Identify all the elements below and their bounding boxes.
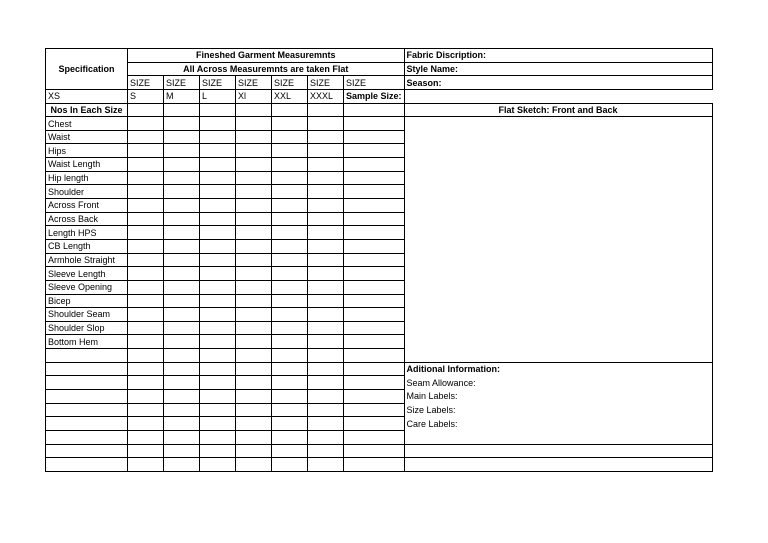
measurement-value-cell[interactable] (164, 308, 200, 322)
measurement-value-cell[interactable] (128, 117, 164, 131)
flat-sketch-area (404, 294, 712, 308)
measurement-value-cell[interactable] (128, 212, 164, 226)
measurement-value-cell[interactable] (128, 458, 164, 472)
size-xs-cell: XS (46, 89, 128, 103)
blank-row-cell[interactable] (404, 458, 712, 472)
measurement-value-cell[interactable] (308, 171, 344, 185)
measurement-value-cell[interactable] (128, 335, 164, 349)
measurement-value-cell[interactable] (308, 253, 344, 267)
flat-sketch-area (404, 226, 712, 240)
measurement-label: Waist Length (46, 158, 128, 172)
measurement-value-cell[interactable] (344, 130, 405, 144)
measurement-value-cell[interactable] (344, 390, 405, 404)
measurement-label: Hips (46, 144, 128, 158)
measurement-value-cell[interactable] (164, 212, 200, 226)
additional-info-field[interactable]: Size Labels: (404, 403, 712, 417)
size-xxxl-cell: XXXL (308, 89, 344, 103)
measurement-value-cell[interactable] (236, 226, 272, 240)
measurement-value-cell[interactable] (128, 226, 164, 240)
table-row (46, 280, 713, 294)
measurement-value-cell[interactable] (344, 362, 405, 376)
nos-cell[interactable] (236, 103, 272, 117)
measurement-value-cell[interactable] (236, 130, 272, 144)
measurement-value-cell[interactable] (164, 294, 200, 308)
empty-label-cell[interactable] (46, 458, 128, 472)
measurement-label: Shoulder Seam (46, 308, 128, 322)
measurement-label: Bottom Hem (46, 335, 128, 349)
blank-row-cell[interactable] (404, 444, 712, 458)
measurement-value-cell[interactable] (236, 444, 272, 458)
measurement-value-cell[interactable] (344, 349, 405, 363)
table-row (46, 185, 713, 199)
measurement-value-cell[interactable] (344, 158, 405, 172)
flat-sketch-area (404, 212, 712, 226)
measurement-value-cell[interactable] (128, 430, 164, 444)
measurement-value-cell[interactable] (344, 253, 405, 267)
additional-info-title: Aditional Information: (404, 362, 712, 376)
measurement-label: Armhole Straight (46, 253, 128, 267)
table-row (46, 349, 713, 363)
measurement-label: Sleeve Opening (46, 280, 128, 294)
measurement-value-cell[interactable] (272, 308, 308, 322)
flat-sketch-area (404, 199, 712, 213)
additional-info-field[interactable]: Seam Allowance: (404, 376, 712, 390)
measurement-value-cell[interactable] (308, 185, 344, 199)
measurement-label: Shoulder Slop (46, 321, 128, 335)
measurement-value-cell[interactable] (164, 267, 200, 281)
size-word-cell: SIZE (128, 76, 164, 90)
measurement-value-cell[interactable] (200, 321, 236, 335)
measurement-value-cell[interactable] (164, 335, 200, 349)
measurement-value-cell[interactable] (308, 430, 344, 444)
measurement-value-cell[interactable] (128, 308, 164, 322)
nos-cell[interactable] (164, 103, 200, 117)
empty-label-cell[interactable] (46, 417, 128, 431)
empty-label-cell[interactable] (46, 403, 128, 417)
measurement-label: Chest (46, 117, 128, 131)
size-xxl-cell: XXL (272, 89, 308, 103)
table-row (46, 253, 713, 267)
flat-sketch-area (404, 321, 712, 335)
measurement-value-cell[interactable] (344, 458, 405, 472)
table-row (46, 390, 713, 404)
measurement-value-cell[interactable] (272, 335, 308, 349)
measurement-value-cell[interactable] (236, 430, 272, 444)
measurement-value-cell[interactable] (236, 362, 272, 376)
measurement-value-cell[interactable] (200, 294, 236, 308)
measurement-label: Hip length (46, 171, 128, 185)
table-row (46, 417, 713, 431)
style-name-field[interactable]: Style Name: (404, 62, 712, 76)
measurement-value-cell[interactable] (236, 199, 272, 213)
measurement-value-cell[interactable] (272, 362, 308, 376)
empty-label-cell[interactable] (46, 390, 128, 404)
nos-cell[interactable] (200, 103, 236, 117)
measurement-value-cell[interactable] (308, 376, 344, 390)
measurement-value-cell[interactable] (128, 417, 164, 431)
flat-sketch-area (404, 117, 712, 131)
measurement-label: Waist (46, 130, 128, 144)
measurement-value-cell[interactable] (164, 199, 200, 213)
table-row (46, 362, 713, 376)
measurement-value-cell[interactable] (164, 390, 200, 404)
measurement-value-cell[interactable] (128, 185, 164, 199)
measurement-value-cell[interactable] (236, 280, 272, 294)
measurement-value-cell[interactable] (164, 458, 200, 472)
additional-info-field[interactable]: Main Labels: (404, 390, 712, 404)
measurement-value-cell[interactable] (272, 253, 308, 267)
measurement-value-cell[interactable] (200, 158, 236, 172)
measurement-value-cell[interactable] (200, 376, 236, 390)
table-row (46, 458, 713, 472)
measurement-value-cell[interactable] (200, 239, 236, 253)
size-word-cell: SIZE (308, 76, 344, 90)
measurement-value-cell[interactable] (236, 253, 272, 267)
measurement-value-cell[interactable] (164, 226, 200, 240)
measurement-value-cell[interactable] (200, 458, 236, 472)
measurement-value-cell[interactable] (236, 349, 272, 363)
measurement-value-cell[interactable] (164, 321, 200, 335)
measurement-value-cell[interactable] (344, 226, 405, 240)
spec-sheet-table (45, 48, 713, 472)
measurement-value-cell[interactable] (308, 349, 344, 363)
table-row (46, 267, 713, 281)
measurement-value-cell[interactable] (344, 430, 405, 444)
measurement-value-cell[interactable] (308, 212, 344, 226)
measurement-value-cell[interactable] (164, 171, 200, 185)
measurement-value-cell[interactable] (200, 349, 236, 363)
measurement-value-cell[interactable] (272, 458, 308, 472)
table-row (46, 308, 713, 322)
measurement-value-cell[interactable] (164, 430, 200, 444)
measurement-value-cell[interactable] (236, 335, 272, 349)
measurement-value-cell[interactable] (344, 308, 405, 322)
measurement-value-cell[interactable] (344, 376, 405, 390)
measurement-label: Across Back (46, 212, 128, 226)
measurement-value-cell[interactable] (308, 417, 344, 431)
size-xl-cell: Xl (236, 89, 272, 103)
measurement-value-cell[interactable] (200, 185, 236, 199)
measurement-value-cell[interactable] (272, 417, 308, 431)
empty-label-cell[interactable] (46, 362, 128, 376)
measurement-value-cell[interactable] (200, 144, 236, 158)
measurement-value-cell[interactable] (344, 212, 405, 226)
measurement-value-cell[interactable] (200, 390, 236, 404)
measurement-value-cell[interactable] (164, 239, 200, 253)
measurement-value-cell[interactable] (344, 267, 405, 281)
measurement-value-cell[interactable] (200, 430, 236, 444)
measurement-value-cell[interactable] (128, 321, 164, 335)
measurement-value-cell[interactable] (308, 267, 344, 281)
measurement-value-cell[interactable] (128, 376, 164, 390)
measurement-value-cell[interactable] (164, 158, 200, 172)
measurement-value-cell[interactable] (308, 321, 344, 335)
size-word-cell: SIZE (272, 76, 308, 90)
table-row (46, 335, 713, 349)
measurement-value-cell[interactable] (236, 117, 272, 131)
measurement-value-cell[interactable] (272, 349, 308, 363)
measurement-value-cell[interactable] (308, 362, 344, 376)
measurement-value-cell[interactable] (200, 130, 236, 144)
measurement-value-cell[interactable] (164, 185, 200, 199)
flat-sketch-area (404, 130, 712, 144)
measurement-value-cell[interactable] (236, 185, 272, 199)
measurement-value-cell[interactable] (344, 403, 405, 417)
measurement-value-cell[interactable] (272, 130, 308, 144)
measurement-value-cell[interactable] (164, 144, 200, 158)
measurement-label: CB Length (46, 239, 128, 253)
measurement-value-cell[interactable] (308, 458, 344, 472)
measurement-value-cell[interactable] (236, 417, 272, 431)
size-m-cell: M (164, 89, 200, 103)
measurement-value-cell[interactable] (200, 253, 236, 267)
table-row (46, 294, 713, 308)
size-word-cell: SIZE (200, 76, 236, 90)
table-row (46, 226, 713, 240)
measurement-value-cell[interactable] (128, 267, 164, 281)
measurement-value-cell[interactable] (128, 158, 164, 172)
empty-label-cell[interactable] (46, 444, 128, 458)
measurement-value-cell[interactable] (344, 444, 405, 458)
measurement-value-cell[interactable] (272, 390, 308, 404)
nos-cell[interactable] (128, 103, 164, 117)
measurement-value-cell[interactable] (200, 444, 236, 458)
measurements-note: All Across Measuremnts are taken Flat (128, 62, 405, 76)
measurement-value-cell[interactable] (308, 239, 344, 253)
additional-info-blank[interactable] (404, 430, 712, 444)
measurement-label: Length HPS (46, 226, 128, 240)
measurement-value-cell[interactable] (308, 280, 344, 294)
table-row (46, 239, 713, 253)
measurement-value-cell[interactable] (164, 130, 200, 144)
measurement-value-cell[interactable] (344, 117, 405, 131)
measurement-value-cell[interactable] (164, 117, 200, 131)
size-s-cell: S (128, 89, 164, 103)
measurement-value-cell[interactable] (344, 171, 405, 185)
measurement-value-cell[interactable] (164, 417, 200, 431)
measurement-value-cell[interactable] (236, 458, 272, 472)
size-word-cell: SIZE (344, 76, 405, 90)
measurement-value-cell[interactable] (200, 335, 236, 349)
measurement-label: Sleeve Length (46, 267, 128, 281)
nos-cell[interactable] (344, 103, 405, 117)
measurement-value-cell[interactable] (128, 130, 164, 144)
measurement-value-cell[interactable] (128, 390, 164, 404)
table-row (46, 130, 713, 144)
measurement-value-cell[interactable] (272, 280, 308, 294)
sample-size-field[interactable]: Sample Size: (344, 89, 405, 103)
measurement-value-cell[interactable] (236, 376, 272, 390)
measurement-label: Bicep (46, 294, 128, 308)
table-row (46, 376, 713, 390)
flat-sketch-area (404, 308, 712, 322)
measurement-value-cell[interactable] (200, 199, 236, 213)
measurement-value-cell[interactable] (236, 158, 272, 172)
flat-sketch-area (404, 280, 712, 294)
measurement-value-cell[interactable] (200, 226, 236, 240)
measurement-value-cell[interactable] (272, 199, 308, 213)
measurement-value-cell[interactable] (308, 335, 344, 349)
measurement-value-cell[interactable] (200, 267, 236, 281)
measurement-value-cell[interactable] (200, 362, 236, 376)
measurement-value-cell[interactable] (308, 199, 344, 213)
measurement-value-cell[interactable] (128, 239, 164, 253)
nos-in-each-size-label: Nos In Each Size (46, 103, 128, 117)
size-word-cell: SIZE (164, 76, 200, 90)
table-row (46, 403, 713, 417)
measurement-value-cell[interactable] (308, 117, 344, 131)
table-row (46, 212, 713, 226)
measurement-value-cell[interactable] (272, 239, 308, 253)
measurement-value-cell[interactable] (308, 390, 344, 404)
measurement-value-cell[interactable] (272, 185, 308, 199)
nos-cell[interactable] (308, 103, 344, 117)
measurement-value-cell[interactable] (308, 226, 344, 240)
measurement-value-cell[interactable] (164, 403, 200, 417)
flat-sketch-area (404, 158, 712, 172)
measurement-value-cell[interactable] (200, 171, 236, 185)
size-l-cell: L (200, 89, 236, 103)
additional-info-field[interactable]: Care Labels: (404, 417, 712, 431)
empty-label-cell[interactable] (46, 376, 128, 390)
flat-sketch-area (404, 144, 712, 158)
measurement-value-cell[interactable] (128, 253, 164, 267)
flat-sketch-area (404, 253, 712, 267)
measurement-value-cell[interactable] (236, 403, 272, 417)
table-row (46, 117, 713, 131)
measurement-value-cell[interactable] (308, 130, 344, 144)
measurement-value-cell[interactable] (236, 239, 272, 253)
measurement-value-cell[interactable] (272, 171, 308, 185)
measurement-value-cell[interactable] (128, 403, 164, 417)
measurement-value-cell[interactable] (164, 362, 200, 376)
measurement-value-cell[interactable] (272, 158, 308, 172)
measurement-value-cell[interactable] (272, 144, 308, 158)
measurement-value-cell[interactable] (344, 185, 405, 199)
measurement-value-cell[interactable] (308, 294, 344, 308)
flat-sketch-area (404, 239, 712, 253)
table-row (46, 321, 713, 335)
measurement-value-cell[interactable] (272, 403, 308, 417)
measurement-value-cell[interactable] (344, 239, 405, 253)
measurement-value-cell[interactable] (344, 321, 405, 335)
flat-sketch-area (404, 349, 712, 363)
flat-sketch-area (404, 185, 712, 199)
measurement-value-cell[interactable] (344, 335, 405, 349)
measurement-value-cell[interactable] (128, 171, 164, 185)
measurement-value-cell[interactable] (164, 280, 200, 294)
measurement-value-cell[interactable] (164, 349, 200, 363)
measurement-value-cell[interactable] (164, 444, 200, 458)
measurement-value-cell[interactable] (128, 294, 164, 308)
measurement-value-cell[interactable] (308, 308, 344, 322)
measurement-value-cell[interactable] (308, 403, 344, 417)
empty-label-cell[interactable] (46, 430, 128, 444)
table-row (46, 171, 713, 185)
measurement-value-cell[interactable] (272, 212, 308, 226)
measurement-label: Shoulder (46, 185, 128, 199)
table-row (46, 444, 713, 458)
measurement-value-cell[interactable] (128, 199, 164, 213)
measurement-value-cell[interactable] (272, 430, 308, 444)
measurement-value-cell[interactable] (344, 417, 405, 431)
measurement-value-cell[interactable] (272, 117, 308, 131)
measurement-label: Across Front (46, 199, 128, 213)
measurement-value-cell[interactable] (236, 144, 272, 158)
specification-header: Specification (46, 49, 128, 90)
measurement-value-cell[interactable] (200, 212, 236, 226)
measurement-value-cell[interactable] (308, 144, 344, 158)
table-row (46, 199, 713, 213)
flat-sketch-area (404, 335, 712, 349)
season-field[interactable]: Season: (404, 76, 712, 90)
measurement-value-cell[interactable] (200, 117, 236, 131)
measurement-value-cell[interactable] (236, 390, 272, 404)
measurement-value-cell[interactable] (236, 171, 272, 185)
measurement-value-cell[interactable] (344, 294, 405, 308)
measurement-value-cell[interactable] (272, 267, 308, 281)
measurement-value-cell[interactable] (272, 444, 308, 458)
measurement-value-cell[interactable] (128, 144, 164, 158)
garment-measurements-title: Fineshed Garment Measuremnts (128, 49, 405, 63)
nos-cell[interactable] (272, 103, 308, 117)
measurement-value-cell[interactable] (128, 349, 164, 363)
measurement-value-cell[interactable] (236, 267, 272, 281)
measurement-value-cell[interactable] (164, 376, 200, 390)
measurement-value-cell[interactable] (308, 444, 344, 458)
measurement-value-cell[interactable] (236, 321, 272, 335)
fabric-description-field[interactable]: Fabric Discription: (404, 49, 712, 63)
measurement-value-cell[interactable] (272, 321, 308, 335)
empty-label-cell[interactable] (46, 349, 128, 363)
measurement-value-cell[interactable] (344, 144, 405, 158)
measurement-value-cell[interactable] (164, 253, 200, 267)
table-row (46, 158, 713, 172)
flat-sketch-title: Flat Sketch: Front and Back (404, 103, 712, 117)
measurement-value-cell[interactable] (128, 362, 164, 376)
measurement-value-cell[interactable] (200, 280, 236, 294)
measurement-value-cell[interactable] (128, 444, 164, 458)
table-row (46, 144, 713, 158)
flat-sketch-area (404, 267, 712, 281)
measurement-value-cell[interactable] (200, 403, 236, 417)
measurement-value-cell[interactable] (308, 158, 344, 172)
measurement-value-cell[interactable] (128, 280, 164, 294)
measurement-value-cell[interactable] (236, 294, 272, 308)
size-word-cell: SIZE (236, 76, 272, 90)
measurement-value-cell[interactable] (272, 294, 308, 308)
table-row (46, 430, 713, 444)
measurement-value-cell[interactable] (200, 417, 236, 431)
measurement-value-cell[interactable] (272, 376, 308, 390)
measurement-value-cell[interactable] (200, 308, 236, 322)
measurement-value-cell[interactable] (236, 212, 272, 226)
measurement-value-cell[interactable] (236, 308, 272, 322)
measurement-value-cell[interactable] (272, 226, 308, 240)
flat-sketch-area (404, 171, 712, 185)
measurement-value-cell[interactable] (344, 199, 405, 213)
measurement-value-cell[interactable] (344, 280, 405, 294)
